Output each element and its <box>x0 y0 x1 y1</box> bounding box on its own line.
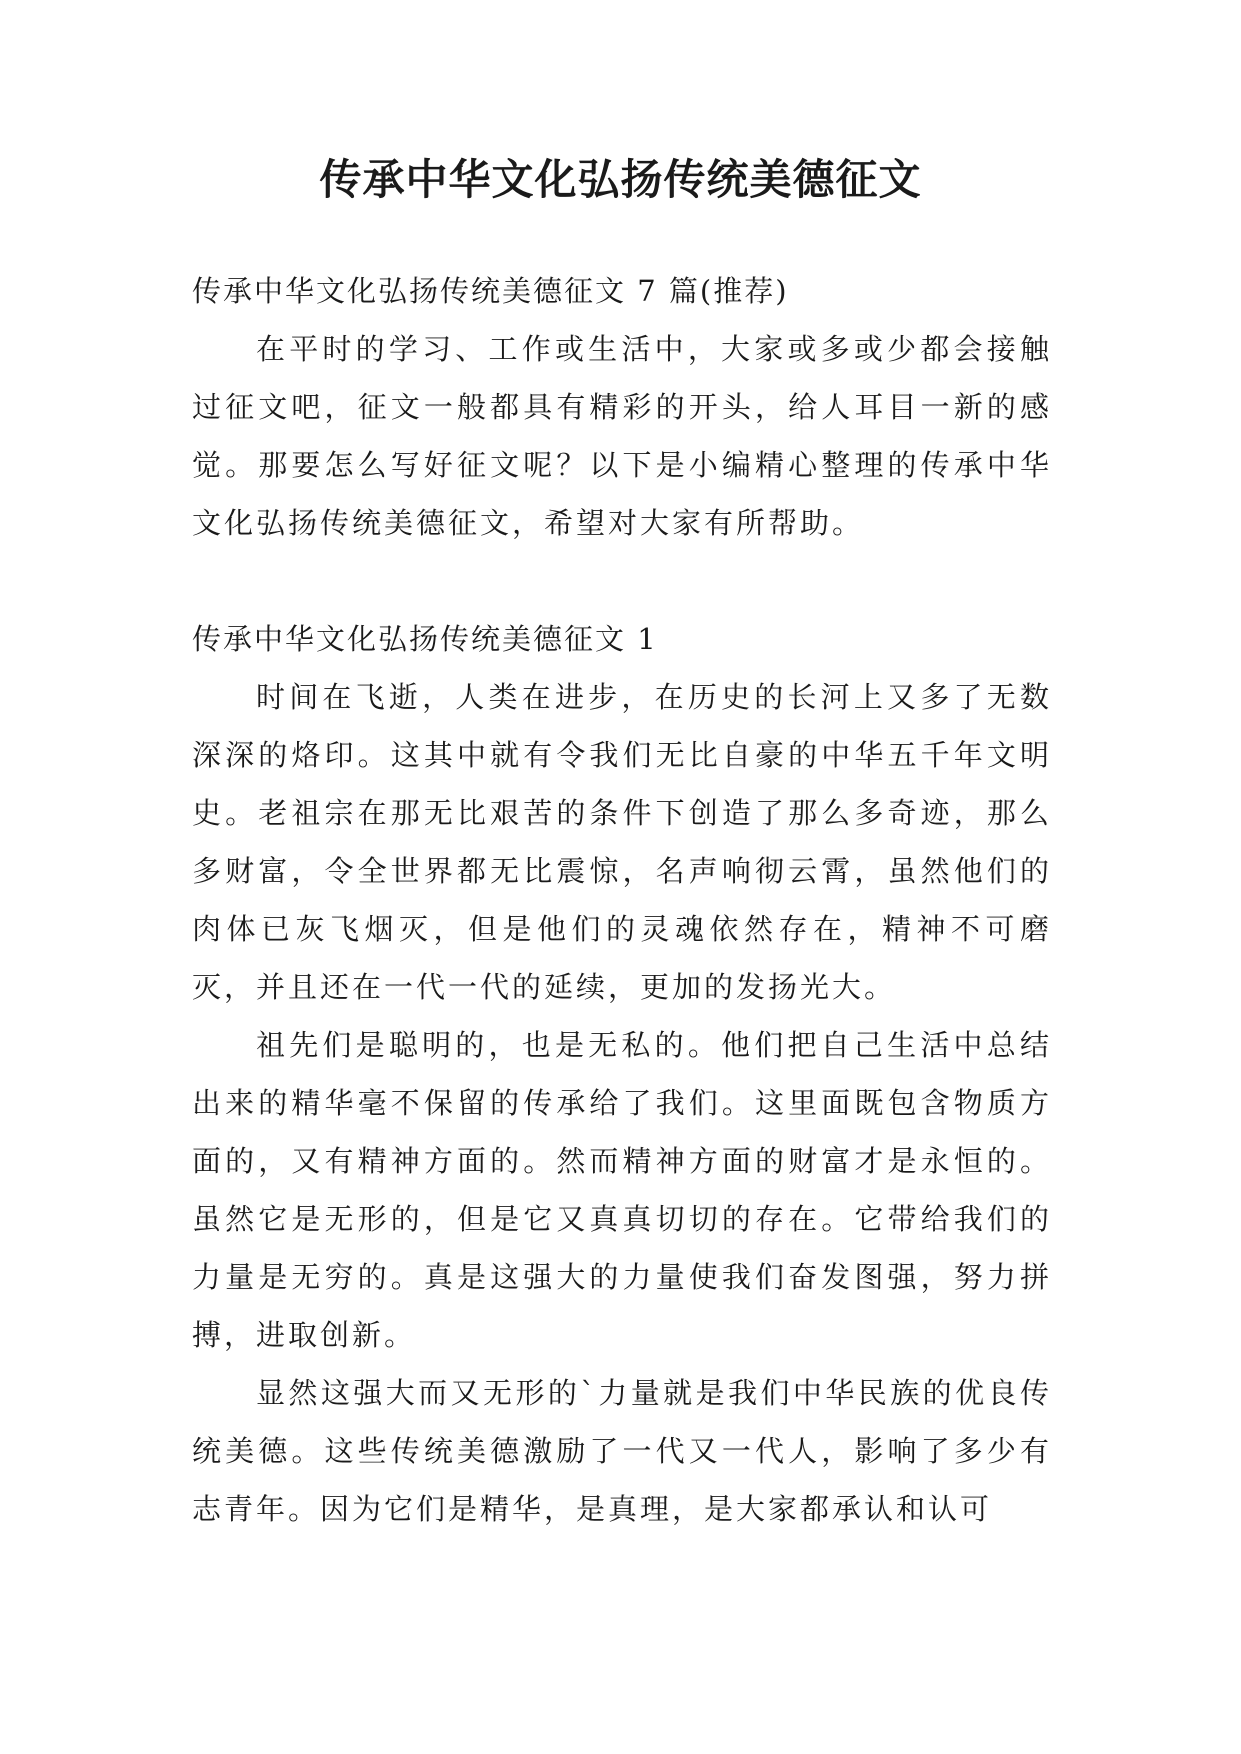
intro-paragraph: 在平时的学习、工作或生活中，大家或多或少都会接触过征文吧，征文一般都具有精彩的开头，给人耳目一新的感觉。那要怎么写好征文呢？以下是小编精心整理的传承中华文化弘扬传统美德征文，希望对大家有所帮助。 <box>192 332 1052 540</box>
document-subtitle: 传承中华文化弘扬传统美德征文 7 篇(推荐) <box>192 274 789 308</box>
body-paragraph: 显然这强大而又无形的`力量就是我们中华民族的优良传统美德。这些传统美德激励了一代又一代人，影响了多少有志青年。因为它们是精华，是真理，是大家都承认和认可 <box>192 1376 1052 1526</box>
body-paragraph: 时间在飞逝，人类在进步，在历史的长河上又多了无数深深的烙印。这其中就有令我们无比自豪的中华五千年文明史。老祖宗在那无比艰苦的条件下创造了那么多奇迹，那么多财富，令全世界都无比震惊，名声响彻云霄，虽然他们的肉体已灰飞烟灭，但是他们的灵魂依然存在，精神不可磨灭，并且还在一代一代的延续，更加的发扬光大。 <box>192 680 1052 1004</box>
document-title: 传承中华文化弘扬传统美德征文 <box>319 155 922 204</box>
body-paragraph: 祖先们是聪明的，也是无私的。他们把自己生活中总结出来的精华毫不保留的传承给了我们。这里面既包含物质方面的，又有精神方面的。然而精神方面的财富才是永恒的。虽然它是无形的，但是它又真真切切的存在。它带给我们的力量是无穷的。真是这强大的力量使我们奋发图强，努力拼搏，进取创新。 <box>192 1028 1052 1352</box>
document-body <box>192 262 1052 1538</box>
section-heading: 传承中华文化弘扬传统美德征文 1 <box>192 622 658 656</box>
section-spacer <box>192 552 1052 610</box>
